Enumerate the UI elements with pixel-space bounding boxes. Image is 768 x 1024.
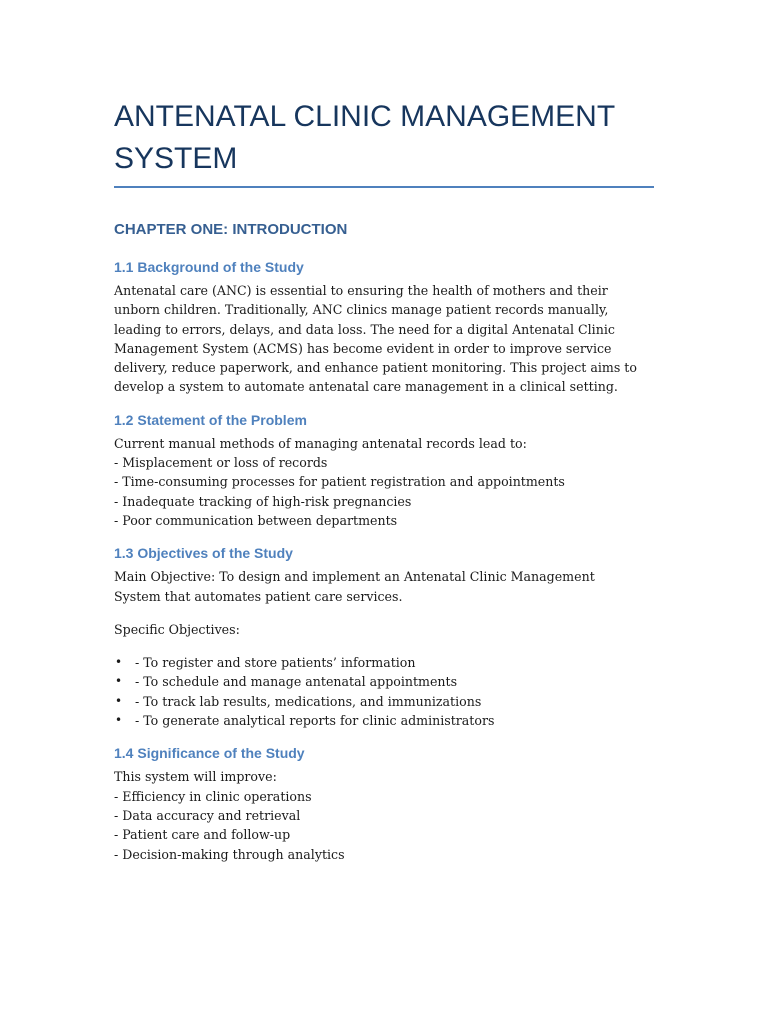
problem-lines — [114, 434, 654, 530]
objectives-list — [114, 653, 654, 730]
problem-item: - Poor communication between departments — [114, 512, 398, 528]
significance-item: - Decision-making through analytics — [114, 846, 345, 862]
bullet-icon: • — [115, 713, 123, 728]
background-paragraph: Antenatal care (ANC) is essential to ensuring the health of mothers and their unborn children. Traditionally, ANC clinics manage patient records manually, leading to errors, delays, and data loss. The need for a digital Antenatal Clinic Management System (ACMS) has become evident in order to improve service delivery, reduce paperwork, and enhance patient monitoring. This project aims to develop a system to automate antenatal care management in a clinical setting. — [114, 283, 637, 395]
problem-item: - Misplacement or loss of records — [114, 455, 328, 471]
significance-lines — [114, 767, 654, 863]
list-item — [114, 711, 654, 730]
list-item — [114, 692, 654, 711]
list-item-text: - To register and store patients’ information — [135, 655, 416, 671]
list-item — [114, 672, 654, 691]
bullet-icon: • — [115, 674, 123, 689]
problem-item: - Inadequate tracking of high-risk pregnancies — [114, 493, 412, 509]
section-heading-objectives: 1.3 Objectives of the Study — [114, 545, 293, 562]
bullet-icon: • — [115, 693, 123, 708]
title-underline — [114, 186, 654, 188]
main-objective: Main Objective: To design and implement an Antenatal Clinic Management System that automates patient care services. — [114, 569, 595, 604]
specific-objectives-label: Specific Objectives: — [114, 621, 240, 637]
significance-intro: This system will improve: — [114, 769, 277, 785]
list-item — [114, 653, 654, 672]
spacer — [114, 606, 654, 620]
list-item-text: - To track lab results, medications, and immunizations — [135, 693, 482, 709]
list-item-text: - To schedule and manage antenatal appointments — [135, 674, 458, 690]
significance-item: - Patient care and follow-up — [114, 827, 291, 843]
problem-item: - Time-consuming processes for patient registration and appointments — [114, 474, 565, 490]
list-item-text: - To generate analytical reports for clinic administrators — [135, 713, 495, 729]
problem-intro: Current manual methods of managing antenatal records lead to: — [114, 435, 527, 451]
document-title: ANTENATAL CLINIC MANAGEMENT SYSTEM — [114, 100, 615, 175]
significance-item: - Efficiency in clinic operations — [114, 788, 312, 804]
significance-item: - Data accuracy and retrieval — [114, 807, 301, 823]
section-heading-problem: 1.2 Statement of the Problem — [114, 411, 307, 428]
section-heading-background: 1.1 Background of the Study — [114, 259, 304, 275]
spacer — [114, 639, 654, 653]
section-heading-significance: 1.4 Significance of the Study — [114, 745, 305, 762]
bullet-icon: • — [115, 655, 123, 670]
chapter-heading: CHAPTER ONE: INTRODUCTION — [114, 221, 348, 238]
